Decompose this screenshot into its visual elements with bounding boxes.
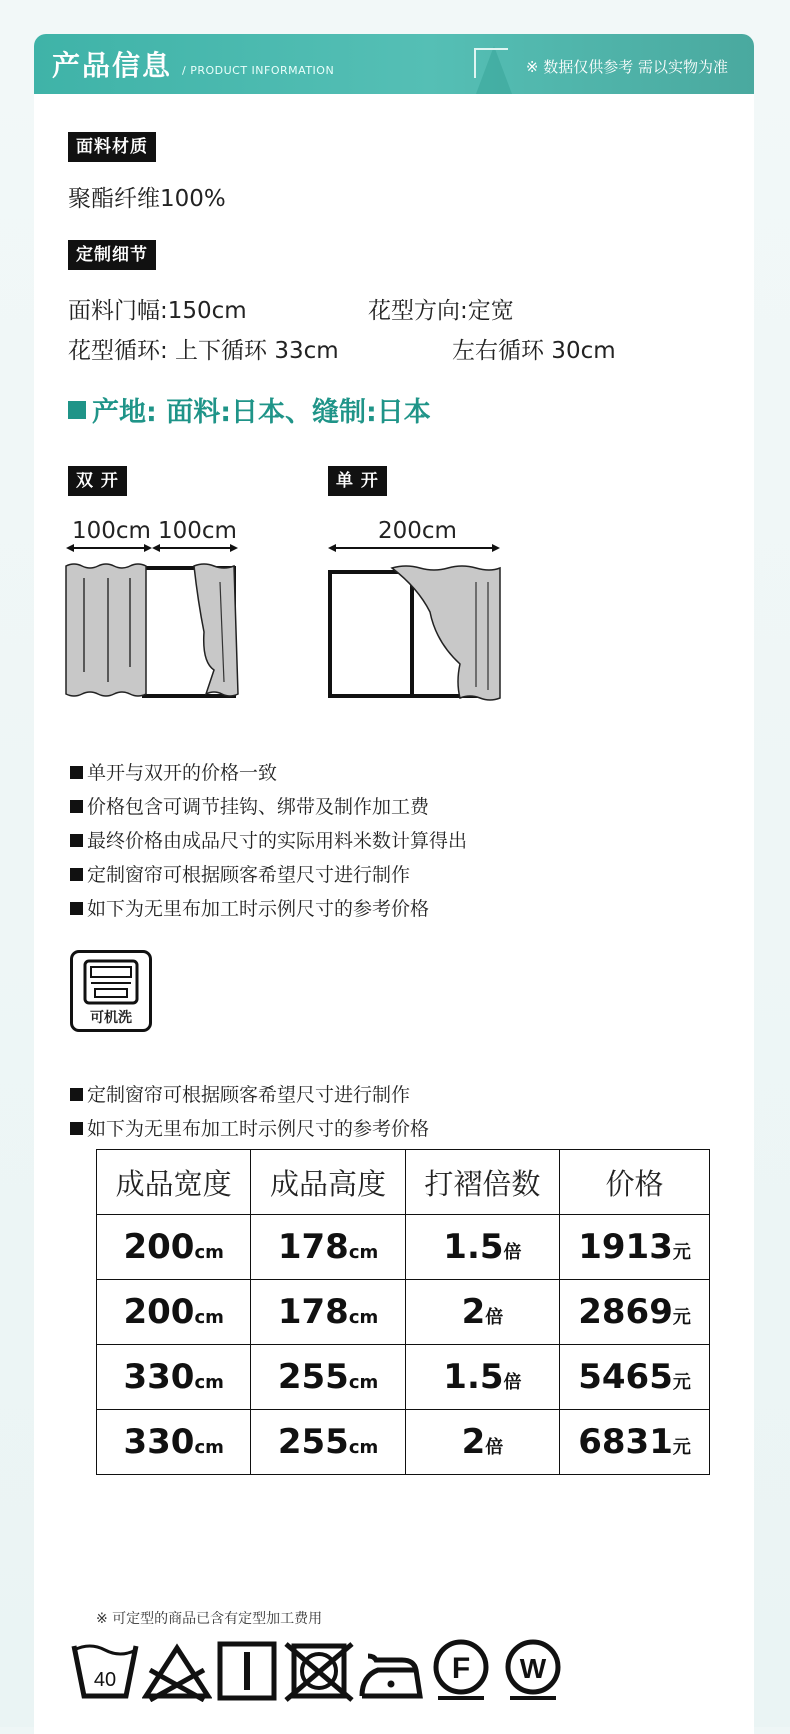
cell-unit: cm	[348, 1372, 379, 1393]
origin-line	[68, 390, 431, 429]
fabric-width-label: 面料门幅:150cm	[68, 298, 247, 324]
cell-unit: cm	[348, 1307, 379, 1328]
cell-unit: cm	[194, 1372, 224, 1393]
col-header-fold: 打褶倍数	[405, 1150, 559, 1215]
double-open-tag: 双 开	[68, 466, 127, 496]
col-header-width: 成品宽度	[97, 1150, 251, 1215]
table-row	[97, 1280, 710, 1345]
cell-width: 200	[123, 1227, 195, 1267]
cell-fold: 2	[461, 1422, 486, 1462]
cell-fold: 1.5	[443, 1227, 504, 1267]
double-left-dim: 100cm	[72, 518, 151, 544]
section-header	[34, 34, 754, 94]
note-item: 定制窗帘可根据顾客希望尺寸进行制作	[70, 860, 410, 887]
product-info-card	[34, 34, 754, 1734]
cell-unit: cm	[348, 1242, 379, 1263]
single-open-tag: 单 开	[328, 466, 387, 496]
header-subtitle: / PRODUCT INFORMATION	[182, 64, 335, 77]
cell-unit: 元	[672, 1307, 691, 1328]
cell-width: 330	[123, 1357, 195, 1397]
cell-price: 6831	[578, 1422, 673, 1462]
col-header-price: 价格	[560, 1150, 710, 1215]
cell-price: 1913	[578, 1227, 673, 1267]
washing-machine-graphic	[73, 955, 149, 1009]
cell-unit: 倍	[485, 1307, 504, 1328]
low-iron-icon	[356, 1640, 426, 1702]
cell-fold: 2	[461, 1292, 486, 1332]
origin-marker	[68, 401, 86, 419]
no-bleach-icon	[142, 1640, 212, 1702]
header-decoration-icon	[474, 44, 514, 94]
cell-unit: cm	[348, 1437, 379, 1458]
note-item: 如下为无里布加工时示例尺寸的参考价格	[70, 894, 429, 921]
origin-text: 产地: 面料:日本、缝制:日本	[92, 397, 431, 428]
cell-unit: 倍	[503, 1242, 522, 1263]
cell-unit: cm	[194, 1242, 224, 1263]
table-row	[97, 1410, 710, 1475]
single-dim: 200cm	[378, 518, 457, 544]
note-item: 单开与双开的价格一致	[70, 758, 277, 785]
fabric-value: 聚酯纤维100%	[68, 186, 226, 212]
washing-machine-icon	[70, 950, 152, 1032]
wash-temp-label: 40	[93, 1669, 117, 1691]
cell-unit: 元	[672, 1372, 691, 1393]
cell-height: 255	[277, 1357, 349, 1397]
cell-unit: 元	[672, 1242, 691, 1263]
double-open-diagram	[64, 542, 244, 712]
cell-unit: cm	[194, 1307, 224, 1328]
cell-width: 200	[123, 1292, 195, 1332]
wetclean-letter: W	[519, 1653, 547, 1684]
note-item: 定制窗帘可根据顾客希望尺寸进行制作	[70, 1080, 410, 1107]
cell-price: 2869	[578, 1292, 673, 1332]
cell-unit: cm	[194, 1437, 224, 1458]
cell-height: 178	[277, 1227, 349, 1267]
note-item: 如下为无里布加工时示例尺寸的参考价格	[70, 1114, 429, 1141]
lr-repeat-label: 左右循环 30cm	[452, 338, 616, 364]
col-header-height: 成品高度	[251, 1150, 405, 1215]
note-item: 价格包含可调节挂钩、绑带及制作加工费	[70, 792, 429, 819]
custom-tag: 定制细节	[68, 240, 156, 270]
cell-price: 5465	[578, 1357, 673, 1397]
cell-height: 255	[277, 1422, 349, 1462]
header-title: 产品信息	[52, 49, 173, 82]
price-table	[96, 1149, 710, 1475]
footnote: ※ 可定型的商品已含有定型加工费用	[96, 1611, 323, 1627]
no-tumble-dry-icon	[284, 1640, 354, 1702]
dryclean-letter: F	[451, 1652, 471, 1685]
header-note: ※ 数据仅供参考 需以实物为准	[525, 58, 728, 76]
cell-height: 178	[277, 1292, 349, 1332]
wash-40-icon	[70, 1640, 140, 1702]
cell-width: 330	[123, 1422, 195, 1462]
cell-unit: 倍	[485, 1437, 504, 1458]
cell-fold: 1.5	[443, 1357, 504, 1397]
wetclean-w-icon	[502, 1636, 564, 1702]
double-right-dim: 100cm	[158, 518, 237, 544]
pattern-repeat-label: 花型循环: 上下循环 33cm	[68, 338, 339, 364]
note-item: 最终价格由成品尺寸的实际用料米数计算得出	[70, 826, 467, 853]
table-row	[97, 1345, 710, 1410]
cell-unit: 元	[672, 1437, 691, 1458]
single-open-diagram	[326, 542, 506, 712]
dryclean-f-icon	[430, 1636, 492, 1702]
table-row	[97, 1215, 710, 1280]
line-dry-icon	[216, 1640, 278, 1702]
cell-unit: 倍	[503, 1372, 522, 1393]
table-header-row	[97, 1150, 710, 1215]
fabric-tag: 面料材质	[68, 132, 156, 162]
washable-label: 可机洗	[90, 1010, 132, 1026]
pattern-direction-label: 花型方向:定宽	[368, 298, 514, 324]
